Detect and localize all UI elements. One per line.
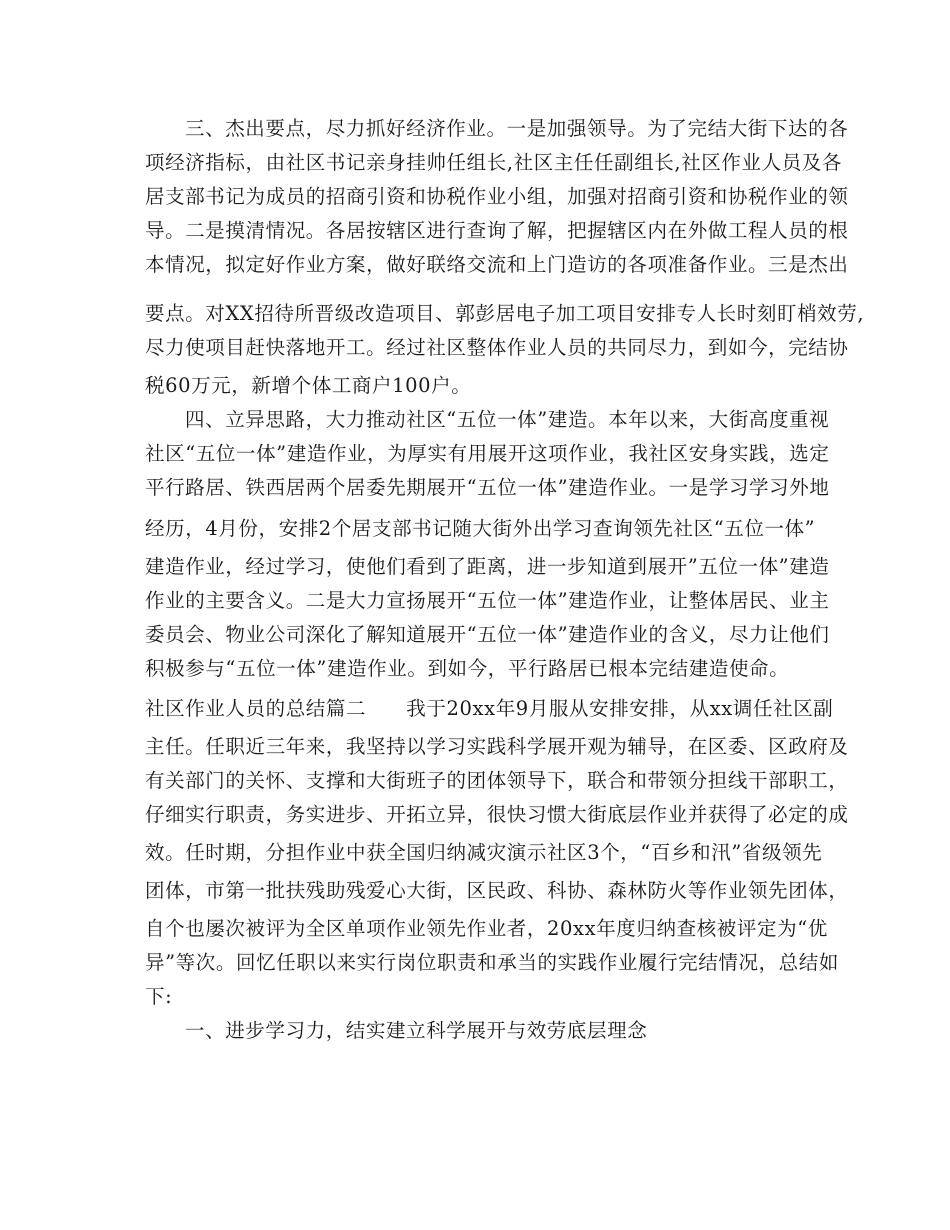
paragraph-line: 自个也屡次被评为全区单项作业领先作业者，20xx年度归纳查核被评定为“优 bbox=[145, 917, 828, 940]
paragraph-line: 三、杰出要点，尽力抓好经济作业。一是加强领导。为了完结大街下达的各 bbox=[185, 117, 849, 140]
paragraph-line: 作业的主要含义。二是大力宣扬展开“五位一体”建造作业，让整体居民、业主 bbox=[145, 589, 830, 612]
paragraph-line: 团体，市第一批扶残助残爱心大街，区民政、科协、森林防火等作业领先团体， bbox=[145, 879, 849, 902]
paragraph-line: 建造作业，经过学习，使他们看到了距离，进一步知道到展开”五位一体”建造 bbox=[145, 555, 830, 578]
paragraph-line: 平行路居、铁西居两个居委先期展开“五位一体”建造作业。一是学习学习外地 bbox=[145, 476, 830, 499]
paragraph-line: 委员会、物业公司深化了解知道展开“五位一体”建造作业的含义，尽力让他们 bbox=[145, 623, 830, 646]
paragraph-line: 效。任时期，分担作业中获全国归纳减灾演示社区3个，“百乡和汛”省级领先 bbox=[145, 841, 823, 864]
paragraph-line: 四、立异思路，大力推动社区“五位一体”建造。本年以来，大街高度重视 bbox=[185, 408, 830, 431]
paragraph-line: 要点。对XX招待所晋级改造项目、郭彭居电子加工项目安排专人长时刻盯梢效劳, bbox=[145, 302, 865, 325]
paragraph-line: 仔细实行职责，务实进步、开拓立异，很快习惯大街底层作业并获得了必定的成 bbox=[145, 803, 849, 826]
paragraph-line: 异”等次。回忆任职以来实行岗位职责和承当的实践作业履行完结情况，总结如 bbox=[145, 951, 839, 974]
subsection-heading-line: 一、进步学习力，结实建立科学展开与效劳底层理念 bbox=[185, 1019, 648, 1042]
paragraph-line: 尽力使项目赶快落地开工。经过社区整体作业人员的共同尽力，到如今，完结协 bbox=[145, 336, 849, 359]
paragraph-line: 税60万元，新增个体工商户100户。 bbox=[145, 374, 472, 397]
paragraph-line: 本情况，拟定好作业方案，做好联络交流和上门造访的各项准备作业。三是杰出 bbox=[145, 253, 849, 276]
paragraph-line: 有关部门的关怀、支撑和大街班子的团体领导下，联合和带领分担线干部职工， bbox=[145, 769, 849, 792]
paragraph-line: 导。二是摸清情况。各居按辖区进行查询了解，把握辖区内在外做工程人员的根 bbox=[145, 219, 849, 242]
paragraph-line: 项经济指标，由社区书记亲身挂帅任组长,社区主任任副组长,社区作业人员及各 bbox=[145, 151, 842, 174]
paragraph-line: 社区“五位一体”建造作业，为厚实有用展开这项作业，我社区安身实践，选定 bbox=[145, 442, 830, 465]
paragraph-line: 居支部书记为成员的招商引资和协税作业小组，加强对招商引资和协税作业的领 bbox=[145, 185, 849, 208]
paragraph-line: 下: bbox=[145, 985, 173, 1008]
paragraph-line: 经历，4月份，安排2个居支部书记随大街外出学习查询领先社区“五位一体” bbox=[145, 517, 816, 540]
paragraph-line: 主任。任职近三年来，我坚持以学习实践科学展开观为辅导，在区委、区政府及 bbox=[145, 735, 849, 758]
section-heading-line: 社区作业人员的总结篇二 我于20xx年9月服从安排安排，从xx调任社区副 bbox=[145, 697, 834, 720]
paragraph-line: 积极参与“五位一体”建造作业。到如今，平行路居已根本完结建造使命。 bbox=[145, 657, 790, 680]
